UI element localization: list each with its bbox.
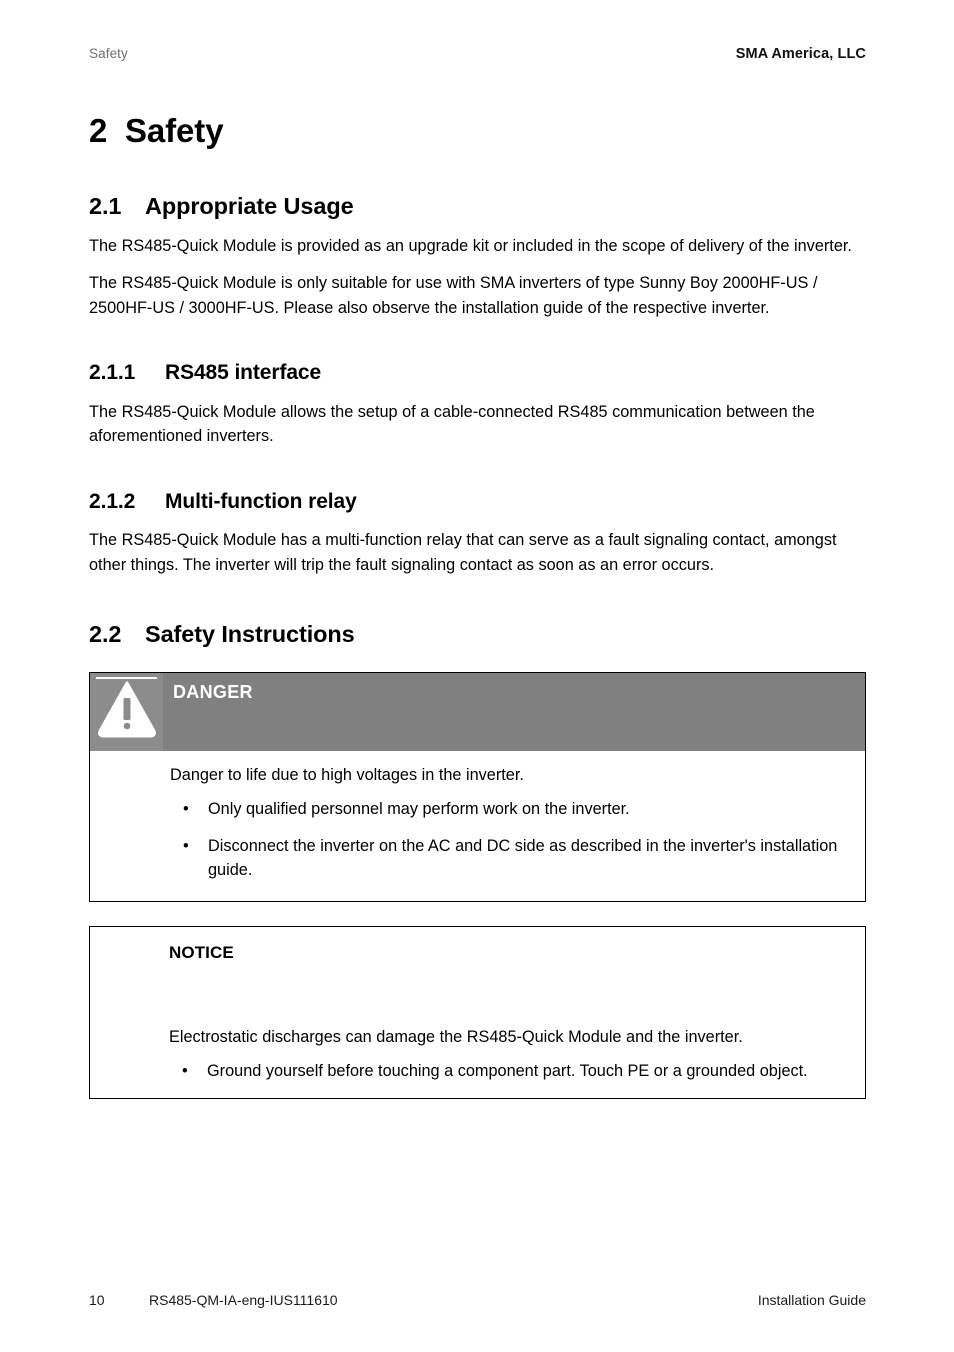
footer-guide-label: Installation Guide: [757, 1292, 866, 1308]
list-item-text: Only qualified personnel may perform work on the inverter.: [208, 800, 630, 819]
danger-bullet-list: [170, 797, 843, 882]
bullet-glyph: •: [182, 1062, 188, 1081]
header-chapter-label: Safety: [89, 46, 128, 61]
danger-banner: [90, 673, 865, 751]
page-footer: [89, 1292, 866, 1308]
paragraph-rs485-interface-1: The RS485-Quick Module allows the setup of a cable-connected RS485 communication between the aforementioned inverters.: [89, 402, 815, 446]
subsection-heading-multi-function-relay: [89, 489, 866, 514]
danger-admonition-box: [89, 672, 866, 902]
page-content: [89, 112, 866, 1099]
warning-triangle-icon: [90, 673, 163, 751]
subsection-heading-rs485-interface: [89, 360, 866, 385]
subsection-title: Multi-function relay: [165, 490, 357, 514]
bullet-glyph: •: [183, 836, 189, 855]
footer-document-id: RS485-QM-IA-eng-IUS111610: [149, 1292, 338, 1308]
list-item: [169, 1059, 843, 1083]
paragraph-appropriate-usage-2: The RS485-Quick Module is only suitable for use with SMA inverters of type Sunny Boy 2000HF-US / 2500HF-US / 3000HF-US. Please also observe the installation guide of the respective inverter.: [89, 273, 818, 317]
bullet-glyph: •: [183, 800, 189, 819]
danger-intro-text: Danger to life due to high voltages in the inverter.: [170, 766, 524, 785]
danger-body: [90, 751, 865, 901]
section-title: Safety Instructions: [145, 620, 355, 647]
chapter-title: Safety: [125, 112, 224, 149]
notice-label: NOTICE: [169, 942, 234, 962]
paragraph-multi-function-relay-1: The RS485-Quick Module has a multi-function relay that can serve as a fault signaling contact, amongst other things. The inverter will trip the fault signaling contact as soon as an error occurs.: [89, 531, 837, 575]
list-item: [170, 797, 843, 821]
section-heading-appropriate-usage: [89, 192, 866, 220]
list-item-text: Ground yourself before touching a component part. Touch PE or a grounded object.: [207, 1062, 808, 1081]
section-heading-safety-instructions: [89, 620, 866, 648]
danger-label: DANGER: [173, 682, 253, 703]
notice-body: [90, 963, 865, 1098]
list-item: [170, 834, 843, 883]
footer-page-number: 10: [89, 1292, 105, 1308]
subsection-number: 2.1.1: [89, 361, 136, 385]
notice-bullet-list: [169, 1059, 843, 1083]
section-number: 2.2: [89, 620, 122, 647]
notice-admonition-box: [89, 926, 866, 1099]
page-header: [89, 46, 866, 62]
notice-intro-text: Electrostatic discharges can damage the RS485-Quick Module and the inverter.: [169, 1027, 743, 1046]
section-number: 2.1: [89, 192, 122, 219]
list-item-text: Disconnect the inverter on the AC and DC side as described in the inverter's installation guide.: [208, 836, 838, 880]
section-title: Appropriate Usage: [145, 192, 354, 219]
header-company-label: SMA America, LLC: [735, 46, 866, 62]
paragraph-appropriate-usage-1: The RS485-Quick Module is provided as an upgrade kit or included in the scope of delivery of the inverter.: [89, 237, 852, 256]
chapter-heading: [89, 112, 866, 150]
chapter-number: 2: [89, 112, 108, 149]
subsection-number: 2.1.2: [89, 490, 136, 514]
subsection-title: RS485 interface: [165, 361, 322, 385]
